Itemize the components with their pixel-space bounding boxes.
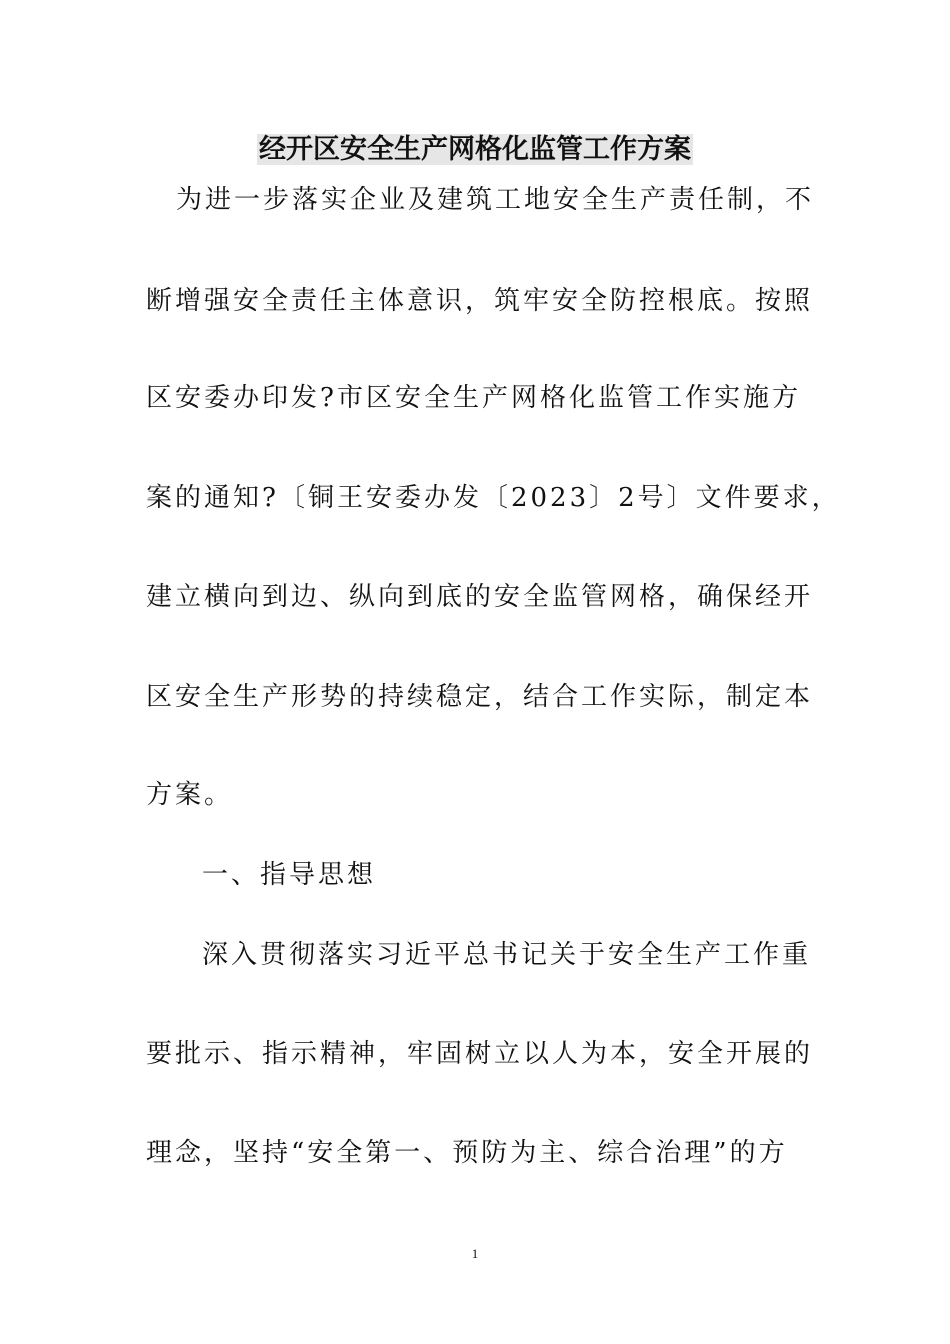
paragraph-line: 案的通知?〔铜王安委办发〔2023〕2号〕文件要求， [146,483,841,513]
paragraph-line: 要批示、指示精神，牢固树立以人为本，安全开展的 [146,1039,814,1069]
section-heading: 一、指导思想 [202,860,377,890]
paragraph-line: 断增强安全责任主体意识，筑牢安全防控根底。按照 [146,286,814,316]
paragraph-line: 为进一步落实企业及建筑工地安全生产责任制，不 [176,185,815,215]
paragraph-line: 理念，坚持“安全第一、预防为主、综合治理”的方 [146,1138,788,1168]
document-title-text: 经开区安全生产网格化监管工作方案 [259,134,691,165]
page-number: 1 [471,1246,479,1261]
paragraph-line: 深入贯彻落实习近平总书记关于安全生产工作重 [202,940,812,970]
paragraph-line: 建立横向到边、纵向到底的安全监管网格，确保经开 [146,582,814,612]
paragraph-line: 方案。 [146,780,234,810]
document-title [0,130,950,170]
paragraph-line: 区安委办印发?市区安全生产网格化监管工作实施方 [146,383,801,413]
paragraph-line: 区安全生产形势的持续稳定，结合工作实际，制定本 [146,682,814,712]
